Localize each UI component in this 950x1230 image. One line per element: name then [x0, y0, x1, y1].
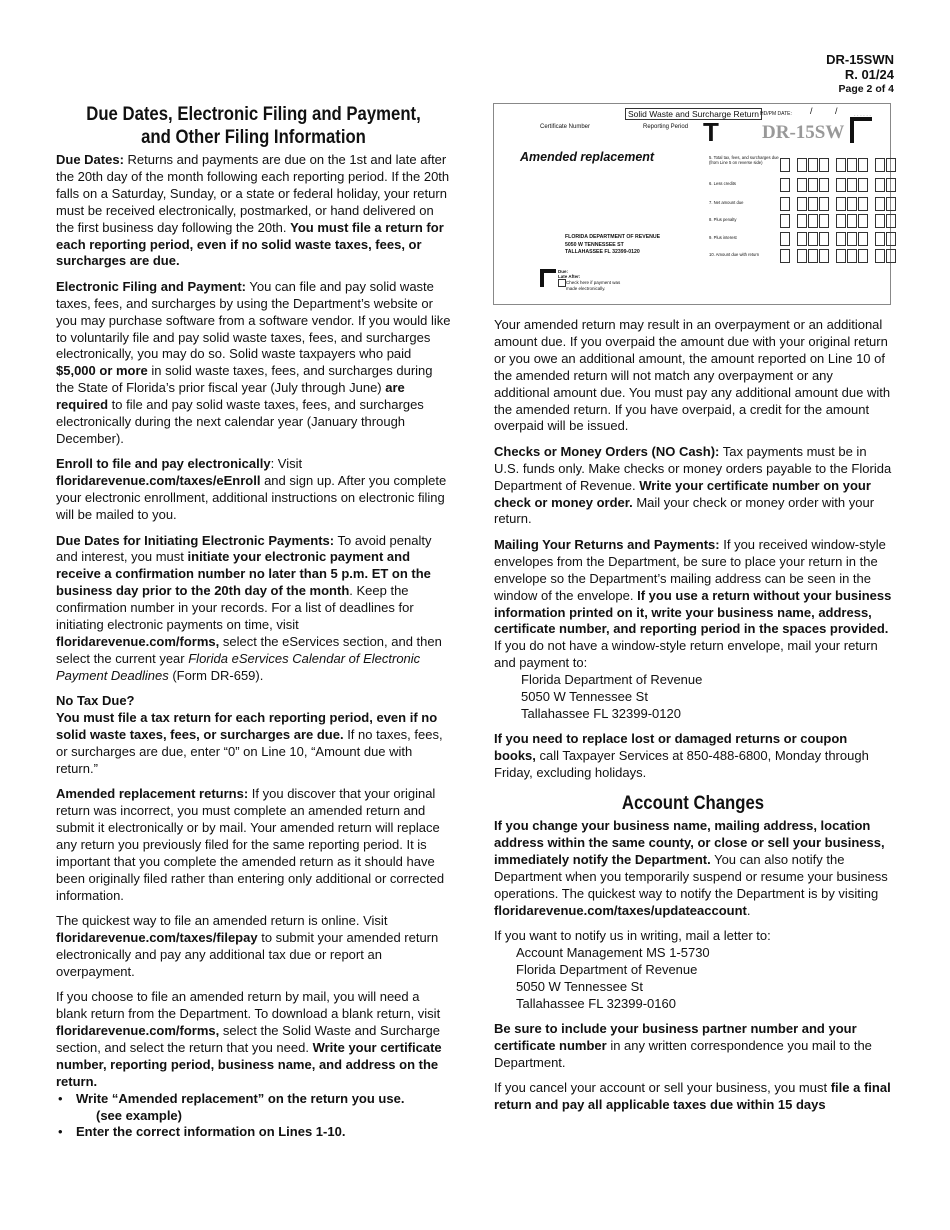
corner-mark	[540, 269, 556, 287]
amount-boxes	[780, 178, 897, 192]
bold-text: Be sure to include your business partner number and your certificate number	[494, 1021, 857, 1053]
mailing-address	[494, 672, 892, 723]
text: (Form DR-659).	[168, 667, 264, 683]
para-writing	[494, 928, 892, 1013]
amount-boxes	[780, 232, 897, 246]
amount-boxes	[780, 249, 897, 263]
text: If you choose to file an amended return by mail, you will need a blank return from the Department. To download a blank return, visit	[56, 989, 441, 1022]
left-column	[56, 103, 451, 1141]
due-label: Due:	[558, 269, 568, 274]
address-line: Account Management MS 1-5730	[516, 944, 710, 960]
text: If you discover that your original return was incorrect, you must complete an amended return and submit it electronically or by mail. Your amended return will replace any return you previously filed for the same reporting period. It is important that you complete the amended return as it should have been originally filed rather than entering only additional or corrected information.	[56, 786, 445, 903]
late-label: Late After:	[558, 274, 581, 279]
amount-boxes	[780, 214, 897, 228]
bold-text: $5,000 or more	[56, 363, 148, 379]
text: Mail your check or money order with your return.	[494, 494, 875, 527]
label: Enroll to file and pay electronically	[56, 456, 271, 472]
label: Amended replacement returns:	[56, 786, 249, 802]
filepay-link[interactable]: floridarevenue.com/taxes/filepay	[56, 929, 258, 945]
text: You can file and pay solid waste taxes, fees, and surcharges by using the Department’s website or you may purchase software from a software vendor. If you would like to voluntarily file and pay solid waste taxes, fees, and surcharges electronically, you may do so. Solid waste taxpayers who paid	[56, 278, 451, 362]
para-due-dates	[56, 152, 451, 270]
list-item	[56, 1091, 451, 1125]
para-enroll	[56, 456, 451, 524]
para-amend-online	[56, 913, 451, 981]
amount-boxes	[780, 197, 897, 211]
form-address	[565, 234, 660, 257]
form-line-9: 9. Plus interest	[709, 235, 737, 240]
text: in any written correspondence you mail to the Department.	[494, 1037, 872, 1070]
electronic-payment-checkbox[interactable]	[558, 279, 566, 287]
text: If you do not have a window-style return envelope, mail your return and payment to:	[494, 638, 878, 671]
para-cancel	[494, 1080, 892, 1114]
amount-boxes	[780, 158, 897, 172]
text: Returns and payments are due on the 1st and late after the 20th day of the month following each reporting period. If the 20th falls on a Saturday, Sunday, or a state or federal holiday, your return must be received electronically, postmarked, or hand delivered on the first business day following the 20th.	[56, 152, 450, 235]
form-line-7: 7. Net amount due	[709, 200, 744, 205]
text: to file and pay solid waste taxes, fees, and surcharges electronically during the next calendar year (January through December).	[56, 397, 424, 446]
certificate-label: Certificate Number	[540, 124, 591, 130]
due-labels	[558, 269, 580, 279]
text: Tax payments must be in U.S. funds only. Make checks or money orders payable to the Florida Department of Revenue.	[494, 443, 892, 493]
address-line: Tallahassee FL 32399-0160	[516, 995, 676, 1011]
address-line: TALLAHASSEE FL 32399-0120	[565, 249, 640, 255]
text: If no taxes, fees, or surcharges are due, enter “0” on Line 10, “Amount due with return.”	[56, 727, 443, 776]
form-line-10: 10. Amount due with return	[709, 252, 760, 257]
form-line-8: 8. Plus penalty	[709, 217, 737, 222]
corner-t-mark: T	[703, 117, 719, 147]
bold-text: are required	[56, 380, 405, 413]
section-title-due-dates: Due Dates, Electronic Filing and Payment, and Other Filing Information	[86, 104, 421, 148]
eenroll-link[interactable]: floridarevenue.com/taxes/eEnroll	[56, 473, 261, 489]
address-line: Tallahassee FL 32399-0120	[521, 705, 681, 721]
para-include	[494, 1021, 892, 1072]
list-item-text: Write “Amended replacement” on the return you use.	[76, 1090, 405, 1106]
text: in solid waste taxes, fees, and surcharges during the State of Florida’s prior fiscal year (July through June)	[56, 363, 433, 396]
para-amend-result: Your amended return may result in an overpayment or an additional amount due. If you overpaid the amount due with your original return or you owe an additional amount, the amount reported on Line 10 of the amended return will not match any overpayment or any additional amount due. You must pay any additional amount due with the amended return. If you have overpaid, a credit for the amount overpaid will be issued.	[494, 317, 891, 434]
label: Due Dates:	[56, 152, 124, 167]
bold-text: If you use a return without your business information printed on it, write your business name, address, certificate number, and reporting period in the spaces provided.	[494, 587, 892, 637]
form-line-6: 6. Less credits	[709, 181, 736, 186]
label: Electronic Filing and Payment:	[56, 278, 246, 294]
text: and sign up. After you complete your electronic enrollment, additional instructions on electronic filing will be mailed to you.	[56, 473, 447, 523]
para-account-changes	[494, 818, 892, 919]
text: . Keep the confirmation number in your records. For a list of deadlines for initiating electronic payments on time, visit	[56, 583, 414, 633]
para-replace-returns	[494, 731, 892, 782]
list-item-text: Enter the correct information on Lines 1-10.	[76, 1124, 346, 1140]
address-line: FLORIDA DEPARTMENT OF REVENUE	[565, 234, 661, 240]
address-line: 5050 W TENNESSEE ST	[565, 241, 624, 248]
sample-return-form	[493, 103, 891, 305]
period-label: Reporting Period	[643, 124, 689, 130]
para-no-tax	[56, 693, 451, 778]
bold-text: Write your certificate number, reporting period, business name, and address on the return.	[56, 1039, 442, 1089]
date-label: HD/PM DATE:	[760, 111, 792, 117]
bold-text: file a final return and pay all applicable taxes due within 15 days	[494, 1080, 891, 1113]
form-title: Solid Waste and Surcharge Return	[625, 108, 762, 120]
text: If you cancel your account or sell your business, you must	[494, 1080, 831, 1096]
updateaccount-link[interactable]: floridarevenue.com/taxes/updateaccount	[494, 902, 747, 918]
checkbox-label: Check here if payment was made electronically.	[566, 280, 621, 291]
para-amended	[56, 786, 451, 904]
section-title-account-changes: Account Changes	[621, 793, 765, 815]
date-slashes: / /	[810, 106, 848, 116]
bold-text: initiate your electronic payment and receive a confirmation number no later than 5 p.m. ET on the business day prior to the 20th day of the month	[56, 549, 431, 599]
text: select the eServices section, and then select the current year	[56, 633, 442, 666]
form-line-5: 5. Total tax, fees, and surcharges due (from Line 5 on reverse side)	[709, 155, 779, 165]
text: to submit your amended return electronically and pay any additional tax due or report an overpayment.	[56, 929, 439, 979]
bold-text: You must file a return for each reporting period, even if no solid waste taxes, fees, or surcharges are due.	[56, 219, 444, 269]
text: If you want to notify us in writing, mail a letter to:	[494, 928, 771, 943]
text: call Taxpayer Services at 850-488-6800, Monday through Friday, excluding holidays.	[494, 748, 869, 781]
label: No Tax Due?	[56, 693, 135, 709]
right-column	[494, 103, 892, 1123]
label: Checks or Money Orders (NO Cash):	[494, 443, 720, 459]
text: : Visit	[270, 456, 303, 472]
corner-mark	[850, 117, 872, 143]
form-dots: · · · · · ·	[854, 113, 871, 119]
forms-link[interactable]: floridarevenue.com/forms,	[56, 1023, 220, 1038]
text: To avoid penalty and interest, you must	[56, 532, 432, 565]
text: The quickest way to file an amended return is online. Visit	[56, 913, 388, 929]
italic-text: Florida eServices Calendar of Electronic Payment Deadlines	[56, 650, 421, 683]
bold-text: If you change your business name, mailing address, location address within the same county, or close or sell your business, immediately notify the Department.	[494, 818, 885, 867]
para-mailing	[494, 537, 892, 723]
label: Due Dates for Initiating Electronic Payments:	[56, 532, 335, 548]
form-id: DR-15SWN	[826, 52, 894, 67]
text: .	[746, 902, 751, 918]
para-due-epay	[56, 533, 451, 685]
label: Mailing Your Returns and Payments:	[494, 536, 720, 552]
address-line: Florida Department of Revenue	[521, 672, 703, 688]
forms-link[interactable]: floridarevenue.com/forms,	[56, 633, 220, 649]
form-header	[826, 52, 894, 97]
para-checks	[494, 444, 892, 529]
bold-text: You must file a tax return for each reporting period, even if no solid waste taxes, fees, or surcharges are due.	[56, 710, 438, 742]
text: You can also notify the Department when you temporarily suspend or resume your business operations. The quickest way to notify the Department is by visiting	[494, 851, 888, 901]
list-item	[56, 1124, 451, 1141]
address-line: 5050 W Tennessee St	[516, 978, 643, 994]
para-amend-mail	[56, 989, 451, 1090]
text: If you received window-style envelopes from the Department, be sure to place your return in the envelope so the Department’s mailing address can be seen in the window of the envelope.	[494, 536, 886, 603]
bold-text: Write your certificate number on your check or money order.	[494, 477, 871, 510]
address-line: Florida Department of Revenue	[516, 961, 698, 977]
account-management-address	[494, 945, 892, 1013]
form-code: DR-15SW	[762, 122, 845, 143]
bold-text: If you need to replace lost or damaged returns or coupon books,	[494, 731, 848, 764]
text: select the Solid Waste and Surcharge section, and select the return that you need.	[56, 1023, 440, 1055]
form-revision: R. 01/24	[844, 67, 894, 82]
para-electronic-filing	[56, 279, 451, 448]
page-number: Page 2 of 4	[838, 83, 894, 95]
address-line: 5050 W Tennessee St	[521, 689, 648, 705]
list-item-note: (see example)	[96, 1107, 182, 1123]
amended-replacement-text: Amended replacement	[520, 150, 655, 164]
amend-steps-list	[56, 1091, 451, 1142]
